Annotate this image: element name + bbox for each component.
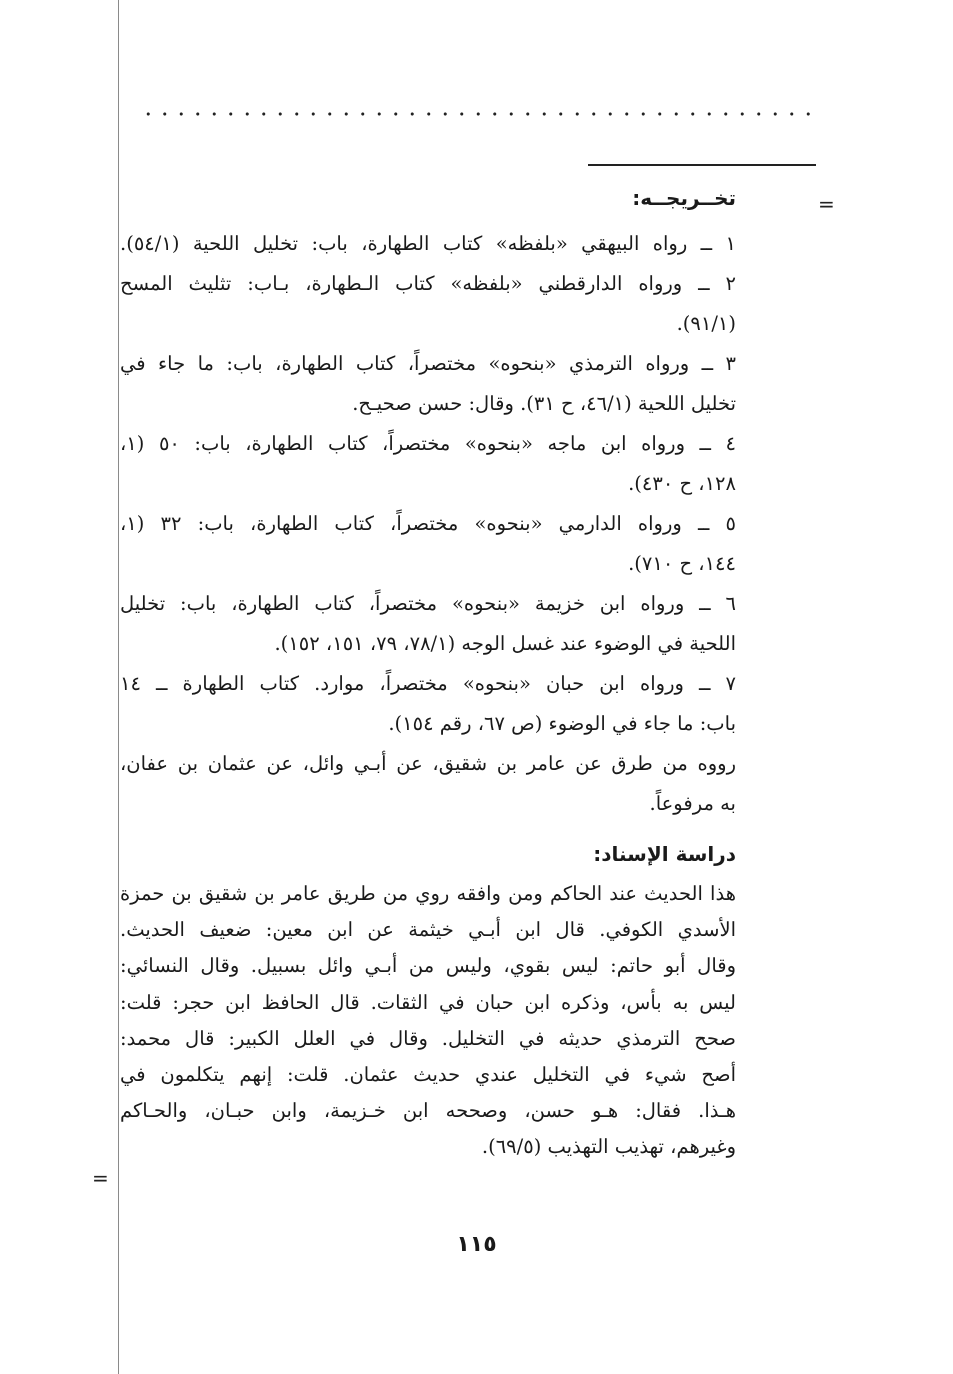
text-line: ٣ ــ ورواه الترمذي «بنحوه» مختصراً، كتاب الطهارة، باب: ما جاء في bbox=[120, 352, 736, 375]
text-line: وقال أبو حاتم: ليس بقوي، وليس من أبـي وائل بسبيل. وقال النسائي: bbox=[120, 954, 736, 978]
dotted-separator bbox=[140, 104, 820, 124]
text-line: ١٢٨، ح ٤٣٠). bbox=[628, 472, 736, 495]
takhrij-section bbox=[120, 224, 736, 824]
text-line: أصح شيء في التخليل عندي حديث عثمان. قلت: إنهم يتكلمون في bbox=[120, 1062, 736, 1086]
text-line: ١ ــ رواه البيهقي «بلفظه» كتاب الطهارة، باب: تخليل اللحية (٥٤/١). bbox=[120, 232, 736, 255]
continuation-mark-bottom: = bbox=[92, 1166, 109, 1190]
footnote-rule bbox=[588, 164, 816, 166]
text-line: وغيرهم، تهذيب التهذيب (٦٩/٥). bbox=[481, 1135, 736, 1159]
page-number: ١١٥ bbox=[456, 1232, 497, 1257]
text-line: ٥ ــ ورواه الدارمي «بنحوه» مختصراً، كتاب الطهارة، باب: ٣٢ (١، bbox=[120, 512, 736, 535]
margin-rule bbox=[118, 0, 119, 1374]
text-line: هـذا. فقال: هـو حسن، وصححه ابن خـزيمة، وابن حبـان، والحـاكم bbox=[120, 1099, 736, 1123]
text-line: ٦ ــ ورواه ابن خزيمة «بنحوه» مختصراً، كتاب الطهارة، باب: تخليل bbox=[120, 592, 736, 615]
isnad-heading: دراسة الإسناد: bbox=[593, 842, 736, 866]
text-line: ٧ ــ ورواه ابن حبان «بنحوه» مختصراً، موارد. كتاب الطهارة ــ ١٤ bbox=[120, 672, 736, 695]
text-line: تخليل اللحية (٤٦/١، ح ٣١). وقال: حسن صحيـح. bbox=[352, 392, 736, 415]
text-line: صحح الترمذي حديثه في التخليل. وقال في العلل الكبير: قال محمد: bbox=[120, 1026, 736, 1050]
text-line: باب: ما جاء في الوضوء (ص ٦٧، رقم ١٥٤). bbox=[388, 712, 736, 735]
text-line: به مرفوعاً. bbox=[649, 792, 736, 815]
text-line: رووه من طرق عن عامر بن شقيق، عن أبـي وائل، عن عثمان بن عفان، bbox=[120, 752, 736, 775]
text-line: ٤ ــ ورواه ابن ماجه «بنحوه» مختصراً، كتاب الطهارة، باب: ٥٠ (١، bbox=[120, 432, 736, 455]
text-line: ٢ ــ ورواه الدارقطني «بلفظه» كتاب الـطهارة، بـاب: تثليث المسح bbox=[120, 272, 736, 295]
text-line: ليس به بأس، وذكره ابن حبان في الثقات. قال الحافظ ابن حجر: قلت: bbox=[120, 990, 736, 1014]
continuation-mark-top: = bbox=[818, 192, 835, 216]
text-line: (٩١/١). bbox=[676, 312, 736, 335]
text-line: اللحية في الوضوء عند غسل الوجه (٧٨/١، ٧٩، ١٥١، ١٥٢). bbox=[274, 632, 736, 655]
text-line: الأسدي الكوفي. قال ابن أبـي خيثمة عن ابن معين: ضعيف الحديث. bbox=[120, 918, 736, 942]
text-line: هذا الحديث عند الحاكم ومن وافقه روي من طريق عامر بن شقيق بن حمزة bbox=[120, 882, 736, 905]
text-line: ١٤٤، ح ٧١٠). bbox=[628, 552, 736, 575]
isnad-section bbox=[120, 876, 736, 1166]
takhrij-heading: تخــريجــه: bbox=[632, 186, 736, 210]
